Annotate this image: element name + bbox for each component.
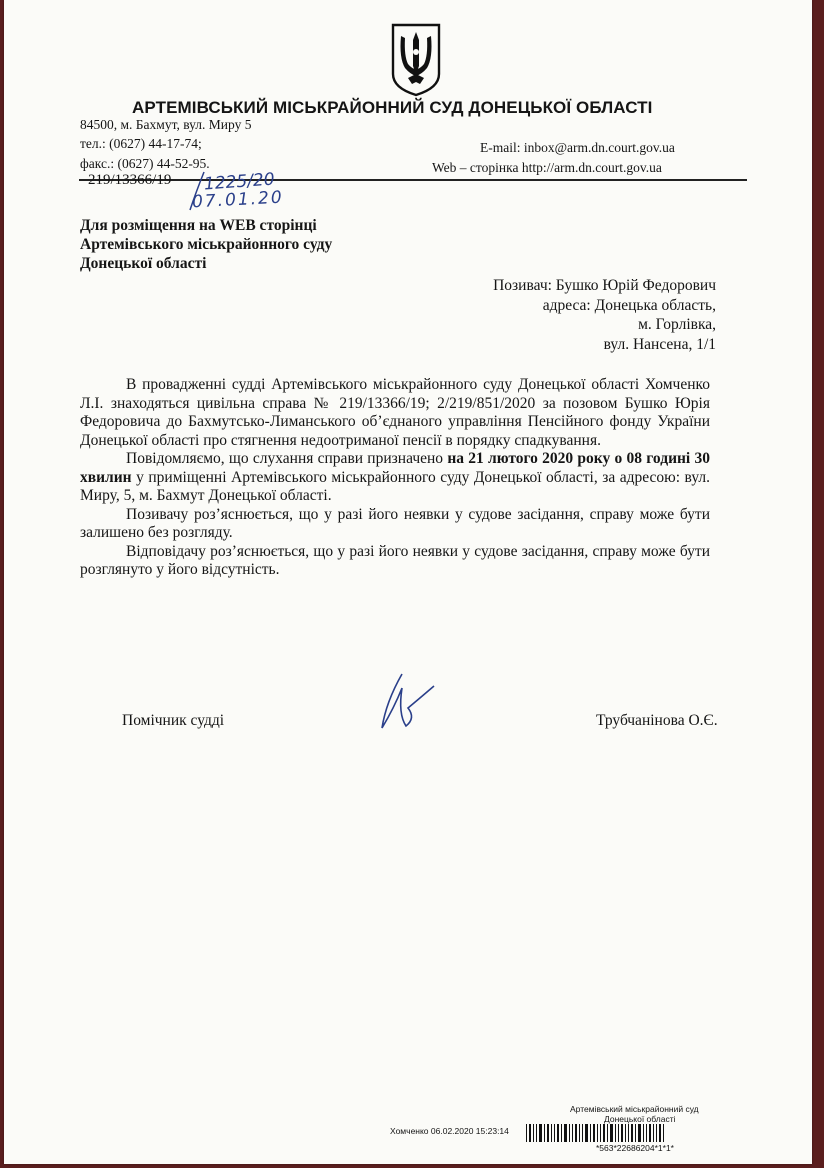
placement-note-line: Для розміщення на WEB сторінці (80, 217, 317, 234)
hearing-text-prefix: Повідомляємо, що слухання справи призначено (126, 450, 448, 467)
plaintiff-address-region: адреса: Донецька область, (542, 296, 716, 314)
notice-paragraph-hearing (80, 450, 710, 506)
handwritten-registration-number: 1225/20 (203, 169, 276, 195)
header-divider (79, 179, 747, 181)
plaintiff-address-city: м. Горлівка, (638, 316, 716, 333)
placement-note (80, 216, 440, 273)
court-website: Web – сторінка http://arm.dn.court.gov.ua (432, 160, 662, 175)
handwritten-stroke (186, 168, 286, 214)
notice-paragraph-defendant: Відповідачу роз’яснюється, що у разі його неявки у судове засідання, справу може бути розглянуто у його відсутність. (80, 542, 710, 578)
court-address: 84500, м. Бахмут, вул. Миру 5 (80, 117, 252, 132)
court-email: E-mail: inbox@arm.dn.court.gov.ua (480, 140, 675, 155)
placement-note-line: Артемівського міськрайонного суду (80, 236, 333, 253)
court-phone: тел.: (0627) 44-17-74; (80, 136, 202, 151)
document-barcode (526, 1124, 664, 1142)
plaintiff-block (493, 276, 716, 354)
plaintiff-address-street: вул. Нансена, 1/1 (603, 335, 716, 353)
handwritten-registration-date: 07.01.20 (191, 187, 285, 213)
hearing-date-time: на 21 лютого 2020 року о 08 годині 30 хвилин (80, 450, 710, 486)
footer-stamp-region: Донецької області (604, 1114, 676, 1124)
document-page (4, 0, 812, 1164)
placement-note-line: Донецької області (80, 255, 207, 272)
footer-stamp-court: Артемівський міськрайонний суд (570, 1104, 699, 1114)
notice-body (80, 376, 710, 580)
footer-barcode-text: *563*22686204*1*1* (596, 1143, 674, 1153)
trident-coat-of-arms-icon (390, 22, 442, 98)
signer-name: Трубчанінова О.Є. (596, 712, 718, 729)
notice-paragraph-case: В провадженні судді Артемівського міськрайонного суду Донецької області Хомченко Л.І. знаходяться цивільна справа № 219/13366/19; 2/219/851/2020 за позовом Бушко Юрія Федоровича до Бахмутсько-Лиманського об’єднаного управління Пенсійного фонду України Донецької області про стягнення недоотриманої пенсії в порядку спадкування. (80, 376, 710, 449)
court-fax: факс.: (0627) 44-52-95. (80, 156, 210, 171)
court-name: АРТЕМІВСЬКИЙ МІСЬКРАЙОННИЙ СУД ДОНЕЦЬКОЇ ОБЛАСТІ (132, 98, 653, 117)
plaintiff-name: Позивач: Бушко Юрій Федорович (493, 277, 716, 294)
handwritten-signature (372, 668, 442, 740)
case-number: 219/13366/19 (88, 172, 172, 188)
notice-paragraph-plaintiff: Позивачу роз’яснюється, що у разі його неявки у судове засідання, справу може бути залишено без розгляду. (80, 505, 710, 541)
footer-registered-by: Хомченко 06.02.2020 15:23:14 (390, 1126, 509, 1136)
signer-position: Помічник судді (122, 712, 225, 729)
hearing-text-suffix: у приміщенні Артемівського міськрайонного суду Донецької області, за адресою: вул. Миру, 5, м. Бахмут Донецької області. (80, 468, 710, 504)
